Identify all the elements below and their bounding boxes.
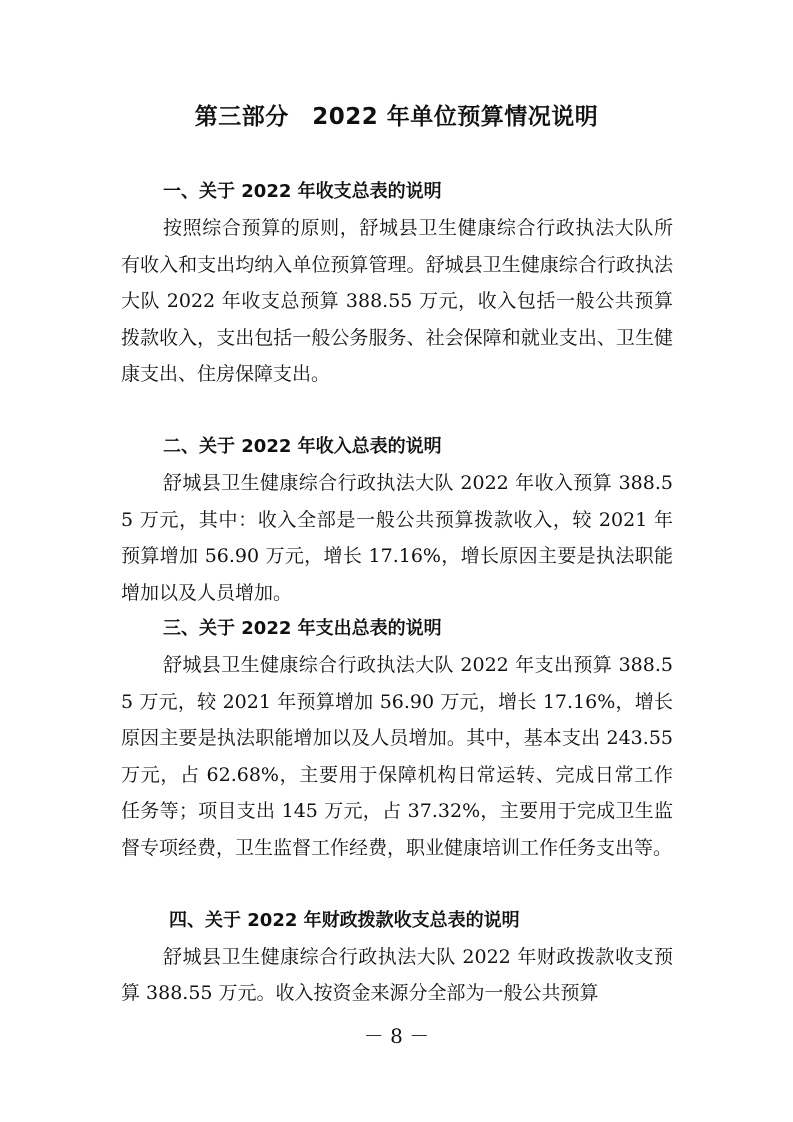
page-number: － 8 － xyxy=(363,1024,430,1048)
section-text-income-summary: 舒城县卫生健康综合行政执法大队 2022 年收入预算 388.55 万元，其中：收入全部是一般公共预算拨款收入，较 2021 年预算增加 56.90 万元，增长 17.16%，增长原因主要是执法职能增加以及人员增加。 xyxy=(121,472,673,604)
section-text-expenditure-summary: 舒城县卫生健康综合行政执法大队 2022 年支出预算 388.55 万元，较 2021 年预算增加 56.90 万元，增长 17.16%，增长原因主要是执法职能增加以及人员增加。其中，基本支出 243.55 万元，占 62.68%，主要用于保障机构日常运转、完成日常工作任务等；项目支出 145 万元，占 37.32%，主要用于完成卫生监督专项经费，卫生监督工作经费，职业健康培训工作任务支出等。 xyxy=(121,654,673,859)
section-heading-income-summary: 二、关于 2022 年收入总表的说明 xyxy=(163,436,442,457)
document-body xyxy=(121,174,673,1012)
section-text-income-expenditure-summary: 按照综合预算的原则，舒城县卫生健康综合行政执法大队所有收入和支出均纳入单位预算管理。舒城县卫生健康综合行政执法大队 2022 年收支总预算 388.55 万元，收入包括一般公共预算拨款收入，支出包括一般公务服务、社会保障和就业支出、卫生健康支出、住房保障支出。 xyxy=(121,217,673,385)
page-title: 第三部分 2022 年单位预算情况说明 xyxy=(194,104,599,130)
section-heading-expenditure-summary: 三、关于 2022 年支出总表的说明 xyxy=(163,618,442,639)
section-heading-income-expenditure-summary: 一、关于 2022 年收支总表的说明 xyxy=(163,181,442,202)
section-heading-fiscal-appropriation-summary: 四、关于 2022 年财政拨款收支总表的说明 xyxy=(169,909,520,931)
section-text-fiscal-appropriation-summary: 舒城县卫生健康综合行政执法大队 2022 年财政拨款收支预算 388.55 万元。收入按资金来源分全部为一般公共预算 xyxy=(121,945,673,1004)
